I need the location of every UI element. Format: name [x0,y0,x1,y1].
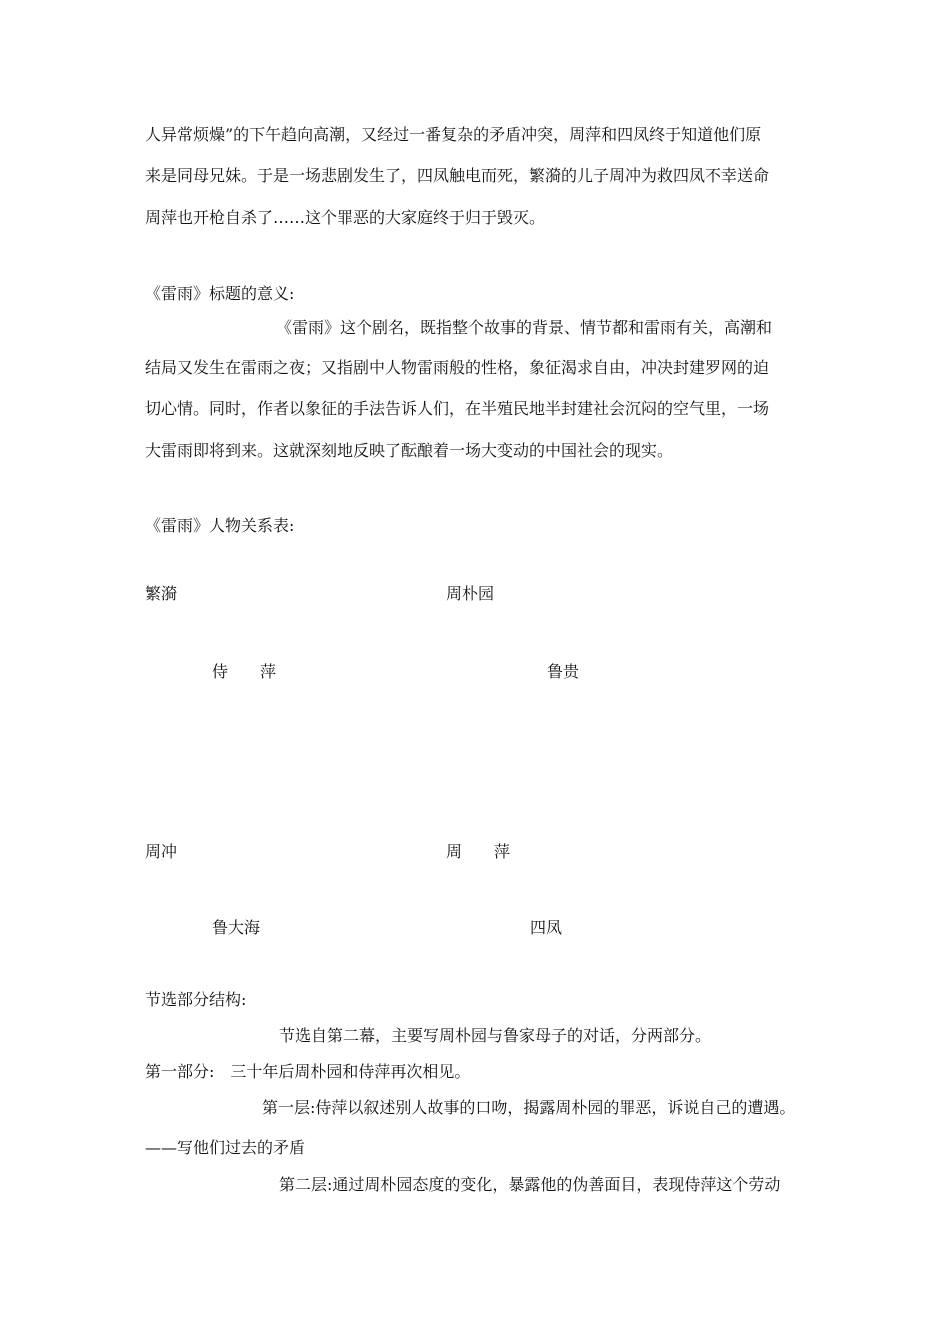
intro-line-3: 周萍也开枪自杀了……这个罪恶的大家庭终于归于毁灭。 [145,208,546,227]
name-zhou-puyuan: 周朴园 [446,584,495,603]
intro-line-2: 来是同母兄妹。于是一场悲剧发生了，四凤触电而死，繁漪的儿子周冲为救四凤不幸送命 [145,166,770,185]
title-meaning-heading: 《雷雨》标题的意义: [145,284,295,303]
title-meaning-line-2: 结局又发生在雷雨之夜；又指剧中人物雷雨般的性格，象征渴求自由，冲决封建罗网的迫 [145,358,770,377]
structure-heading: 节选部分结构: [145,990,247,1009]
title-meaning-line-1: 《雷雨》这个剧名，既指整个故事的背景、情节都和雷雨有关，高潮和 [276,318,773,337]
intro-line-1: 人异常烦燥”的下午趋向高潮，又经过一番复杂的矛盾冲突，周萍和四凤终于知道他们原 [145,125,762,144]
structure-layer1-note: ——写他们过去的矛盾 [145,1138,306,1157]
structure-layer1: 第一层:侍萍以叙述别人故事的口吻，揭露周朴园的罪恶，诉说自己的遭遇。 [262,1098,796,1117]
name-fanyi: 繁漪 [145,584,178,603]
relations-heading: 《雷雨》人物关系表: [145,516,295,535]
name-shiping: 侍 萍 [212,662,277,681]
name-sifeng: 四凤 [530,918,563,937]
structure-part1: 第一部分: 三十年后周朴园和侍萍再次相见。 [145,1062,471,1081]
structure-intro: 节选自第二幕，主要写周朴园与鲁家母子的对话，分两部分。 [279,1026,712,1045]
title-meaning-line-4: 大雷雨即将到来。这就深刻地反映了酝酿着一场大变动的中国社会的现实。 [145,441,674,460]
name-zhou-ping: 周 萍 [446,842,511,861]
name-zhou-chong: 周冲 [145,842,178,861]
name-lu-dahai: 鲁大海 [212,918,261,937]
title-meaning-line-3: 切心情。同时，作者以象征的手法告诉人们，在半殖民地半封建社会沉闷的空气里，一场 [145,399,770,418]
name-lugui: 鲁贵 [547,662,580,681]
structure-layer2: 第二层:通过周朴园态度的变化，暴露他的伪善面目，表现侍萍这个劳动 [279,1175,781,1194]
